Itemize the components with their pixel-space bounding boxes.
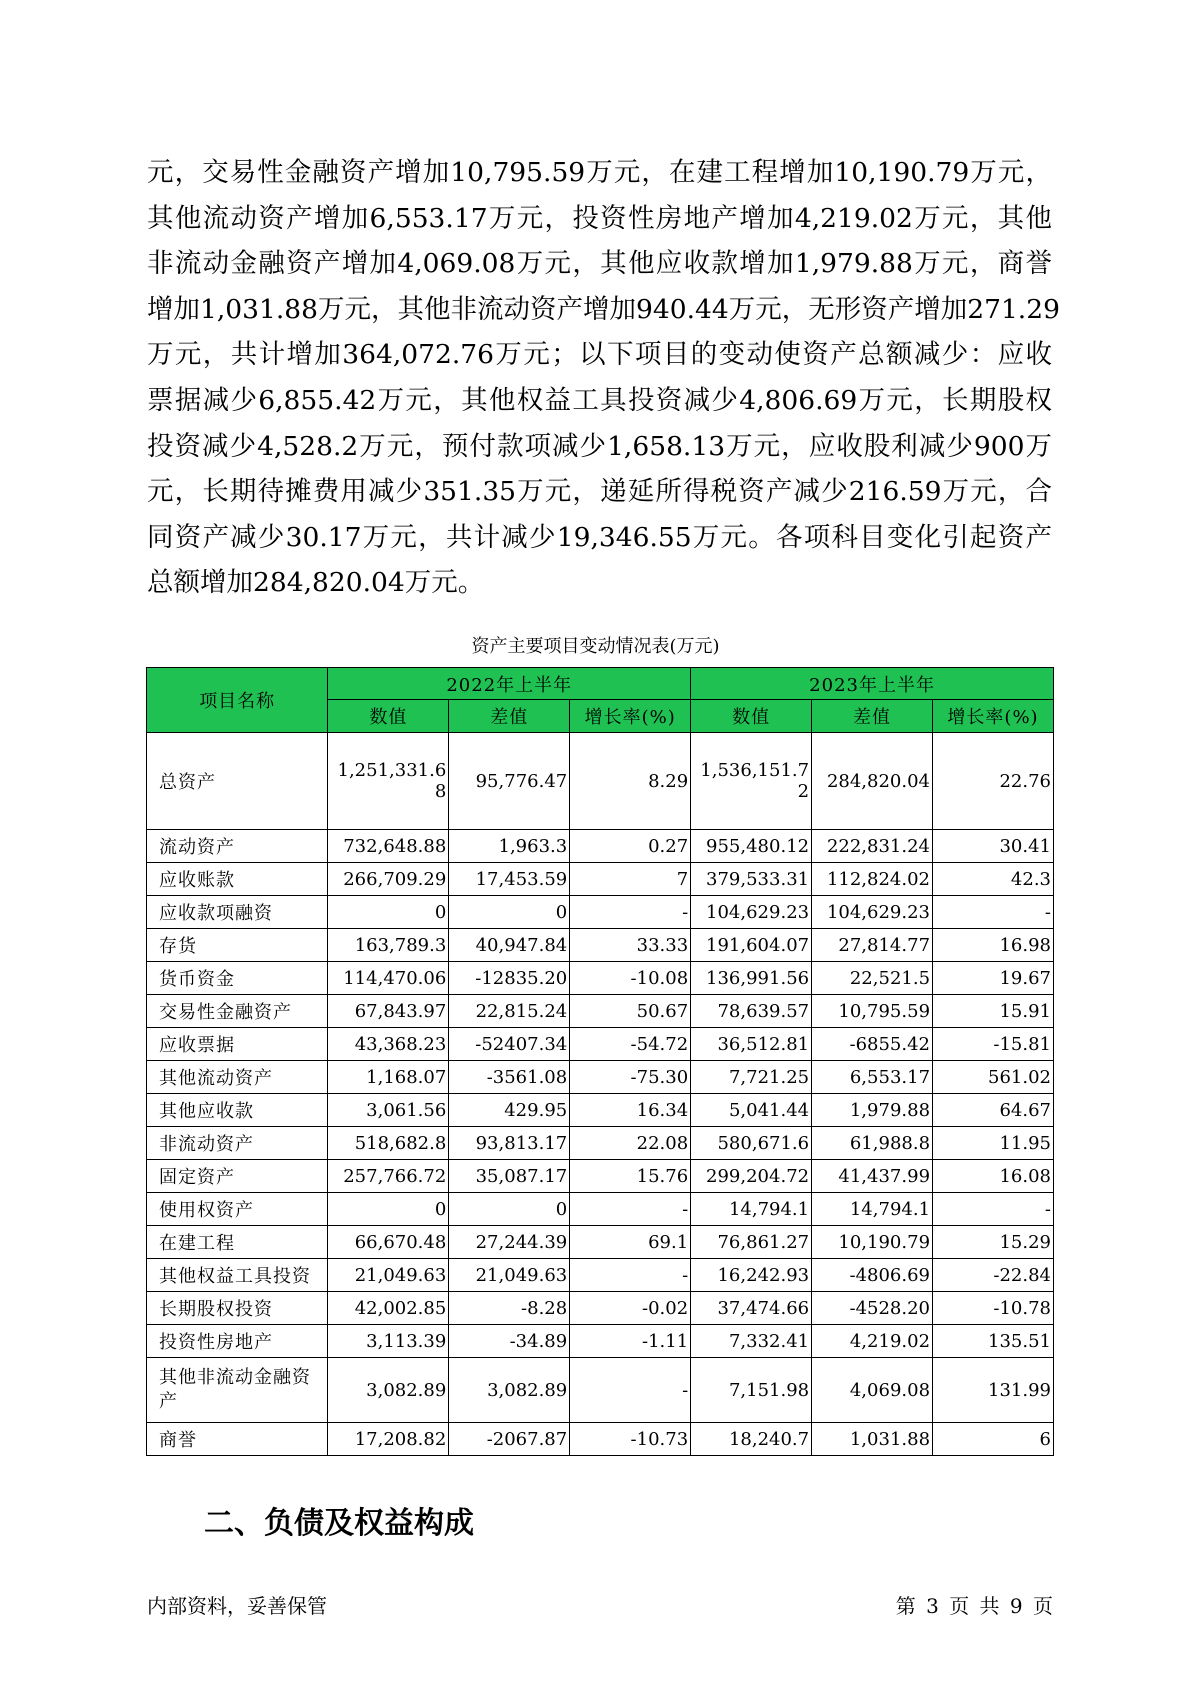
table-row (147, 1325, 1054, 1358)
cell-growth-2022: -10.08 (570, 962, 691, 995)
cell-value-2023: 5,041.44 (691, 1094, 812, 1127)
cell-value-2023: 955,480.12 (691, 830, 812, 863)
cell-diff-2022: 27,244.39 (449, 1226, 570, 1259)
cell-value-2023: 379,533.31 (691, 863, 812, 896)
table-row (147, 1193, 1054, 1226)
cell-value-2023: 104,629.23 (691, 896, 812, 929)
cell-growth-2022: 0.27 (570, 830, 691, 863)
table-row (147, 830, 1054, 863)
table-row (147, 1259, 1054, 1292)
cell-diff-2023: 6,553.17 (812, 1061, 933, 1094)
cell-value-2023: 76,861.27 (691, 1226, 812, 1259)
table-row (147, 995, 1054, 1028)
paragraph-line: 总额增加284,820.04万元。 (147, 567, 485, 599)
row-item-name: 总资产 (147, 733, 328, 830)
table-row (147, 1226, 1054, 1259)
row-item-name: 交易性金融资产 (147, 995, 328, 1028)
header-diff-2023: 差值 (812, 700, 933, 733)
cell-diff-2022: 429.95 (449, 1094, 570, 1127)
row-item-name: 固定资产 (147, 1160, 328, 1193)
row-item-name: 其他非流动金融资产 (147, 1358, 328, 1423)
table-row (147, 1061, 1054, 1094)
table-row (147, 1160, 1054, 1193)
cell-value-2023: 14,794.1 (691, 1193, 812, 1226)
cell-growth-2023: -15.81 (933, 1028, 1054, 1061)
cell-growth-2022: 7 (570, 863, 691, 896)
table-row (147, 1292, 1054, 1325)
header-period-2022: 2022年上半年 (328, 668, 691, 700)
cell-diff-2022: 3,082.89 (449, 1358, 570, 1423)
cell-value-2023: 7,721.25 (691, 1061, 812, 1094)
paragraph-line: 投资减少4,528.2万元，预付款项减少1,658.13万元，应收股利减少900万 (147, 430, 1052, 462)
paragraph-line: 其他流动资产增加6,553.17万元，投资性房地产增加4,219.02万元，其他 (147, 202, 1052, 234)
cell-growth-2022: - (570, 1358, 691, 1423)
cell-growth-2022: -10.73 (570, 1423, 691, 1456)
cell-growth-2022: -75.30 (570, 1061, 691, 1094)
cell-value-2022: 266,709.29 (328, 863, 449, 896)
cell-growth-2023: - (933, 1193, 1054, 1226)
cell-growth-2023: 561.02 (933, 1061, 1054, 1094)
header-growth-2023: 增长率(%) (933, 700, 1054, 733)
cell-growth-2022: -54.72 (570, 1028, 691, 1061)
cell-diff-2023: 4,069.08 (812, 1358, 933, 1423)
cell-growth-2023: 42.3 (933, 863, 1054, 896)
table-row (147, 1028, 1054, 1061)
table-row (147, 929, 1054, 962)
cell-value-2022: 732,648.88 (328, 830, 449, 863)
cell-growth-2023: -22.84 (933, 1259, 1054, 1292)
cell-diff-2023: 41,437.99 (812, 1160, 933, 1193)
cell-diff-2023: 104,629.23 (812, 896, 933, 929)
cell-diff-2023: -4806.69 (812, 1259, 933, 1292)
cell-growth-2023: 15.91 (933, 995, 1054, 1028)
cell-diff-2023: -4528.20 (812, 1292, 933, 1325)
cell-diff-2022: 21,049.63 (449, 1259, 570, 1292)
cell-value-2022: 114,470.06 (328, 962, 449, 995)
cell-value-2023: 37,474.66 (691, 1292, 812, 1325)
paragraph-line: 增加1,031.88万元，其他非流动资产增加940.44万元，无形资产增加271.29 (147, 293, 1060, 325)
cell-value-2023: 191,604.07 (691, 929, 812, 962)
cell-diff-2022: -8.28 (449, 1292, 570, 1325)
row-item-name: 在建工程 (147, 1226, 328, 1259)
cell-value-2022: 3,113.39 (328, 1325, 449, 1358)
cell-diff-2022: -12835.20 (449, 962, 570, 995)
cell-growth-2022: 8.29 (570, 733, 691, 830)
row-item-name: 其他流动资产 (147, 1061, 328, 1094)
cell-value-2023: 36,512.81 (691, 1028, 812, 1061)
footer-page-number: 第 3 页 共 9 页 (895, 1594, 1053, 1618)
cell-diff-2022: 17,453.59 (449, 863, 570, 896)
cell-growth-2023: 131.99 (933, 1358, 1054, 1423)
cell-value-2022: 257,766.72 (328, 1160, 449, 1193)
assets-change-table (146, 667, 1054, 1456)
cell-value-2023: 18,240.7 (691, 1423, 812, 1456)
cell-growth-2023: 135.51 (933, 1325, 1054, 1358)
header-value-2022: 数值 (328, 700, 449, 733)
cell-growth-2022: 69.1 (570, 1226, 691, 1259)
cell-growth-2023: 16.08 (933, 1160, 1054, 1193)
cell-diff-2023: 1,031.88 (812, 1423, 933, 1456)
cell-diff-2022: 93,813.17 (449, 1127, 570, 1160)
table-row (147, 896, 1054, 929)
cell-value-2023: 7,151.98 (691, 1358, 812, 1423)
cell-value-2022: 0 (328, 1193, 449, 1226)
header-growth-2022: 增长率(%) (570, 700, 691, 733)
table-row (147, 1127, 1054, 1160)
cell-diff-2023: 22,521.5 (812, 962, 933, 995)
header-period-2023: 2023年上半年 (691, 668, 1054, 700)
cell-diff-2022: 0 (449, 896, 570, 929)
row-item-name: 流动资产 (147, 830, 328, 863)
header-item-name: 项目名称 (147, 668, 328, 733)
cell-growth-2023: 16.98 (933, 929, 1054, 962)
cell-growth-2022: - (570, 896, 691, 929)
body-paragraph (147, 150, 1060, 606)
row-item-name: 使用权资产 (147, 1193, 328, 1226)
cell-diff-2023: 27,814.77 (812, 929, 933, 962)
row-item-name: 非流动资产 (147, 1127, 328, 1160)
cell-growth-2022: 16.34 (570, 1094, 691, 1127)
row-item-name: 其他应收款 (147, 1094, 328, 1127)
cell-diff-2022: -34.89 (449, 1325, 570, 1358)
row-item-name: 应收账款 (147, 863, 328, 896)
table-row (147, 1423, 1054, 1456)
cell-value-2023: 16,242.93 (691, 1259, 812, 1292)
cell-value-2022: 21,049.63 (328, 1259, 449, 1292)
table-row (147, 863, 1054, 896)
cell-growth-2023: - (933, 896, 1054, 929)
cell-growth-2022: 15.76 (570, 1160, 691, 1193)
cell-diff-2023: 10,795.59 (812, 995, 933, 1028)
cell-value-2022: 3,061.56 (328, 1094, 449, 1127)
paragraph-line: 元，长期待摊费用减少351.35万元，递延所得税资产减少216.59万元，合 (147, 476, 1052, 508)
cell-diff-2023: -6855.42 (812, 1028, 933, 1061)
cell-diff-2022: 1,963.3 (449, 830, 570, 863)
cell-value-2022: 0 (328, 896, 449, 929)
cell-diff-2023: 222,831.24 (812, 830, 933, 863)
header-diff-2022: 差值 (449, 700, 570, 733)
cell-growth-2023: 11.95 (933, 1127, 1054, 1160)
cell-growth-2022: 22.08 (570, 1127, 691, 1160)
cell-diff-2023: 14,794.1 (812, 1193, 933, 1226)
cell-value-2022: 43,368.23 (328, 1028, 449, 1061)
cell-growth-2022: -0.02 (570, 1292, 691, 1325)
cell-diff-2022: 95,776.47 (449, 733, 570, 830)
table-caption: 资产主要项目变动情况表(万元) (471, 636, 720, 657)
cell-diff-2022: -52407.34 (449, 1028, 570, 1061)
table-row (147, 962, 1054, 995)
paragraph-line: 万元，共计增加364,072.76万元；以下项目的变动使资产总额减少：应收 (147, 339, 1052, 371)
cell-diff-2023: 1,979.88 (812, 1094, 933, 1127)
cell-growth-2022: 33.33 (570, 929, 691, 962)
cell-growth-2023: -10.78 (933, 1292, 1054, 1325)
cell-value-2023: 78,639.57 (691, 995, 812, 1028)
cell-growth-2023: 64.67 (933, 1094, 1054, 1127)
row-item-name: 应收票据 (147, 1028, 328, 1061)
row-item-name: 货币资金 (147, 962, 328, 995)
cell-growth-2023: 22.76 (933, 733, 1054, 830)
cell-value-2023: 136,991.56 (691, 962, 812, 995)
paragraph-line: 非流动金融资产增加4,069.08万元，其他应收款增加1,979.88万元，商誉 (147, 248, 1052, 280)
cell-value-2022: 1,168.07 (328, 1061, 449, 1094)
cell-diff-2023: 61,988.8 (812, 1127, 933, 1160)
cell-growth-2023: 19.67 (933, 962, 1054, 995)
cell-growth-2022: - (570, 1193, 691, 1226)
cell-value-2022: 3,082.89 (328, 1358, 449, 1423)
cell-diff-2022: 22,815.24 (449, 995, 570, 1028)
cell-diff-2023: 284,820.04 (812, 733, 933, 830)
cell-growth-2023: 15.29 (933, 1226, 1054, 1259)
row-item-name: 应收款项融资 (147, 896, 328, 929)
cell-value-2023: 299,204.72 (691, 1160, 812, 1193)
paragraph-line: 同资产减少30.17万元，共计减少19,346.55万元。各项科目变化引起资产 (147, 521, 1052, 553)
cell-diff-2022: -3561.08 (449, 1061, 570, 1094)
cell-diff-2022: 35,087.17 (449, 1160, 570, 1193)
table-row (147, 1094, 1054, 1127)
cell-value-2022: 67,843.97 (328, 995, 449, 1028)
cell-value-2023: 7,332.41 (691, 1325, 812, 1358)
row-item-name: 存货 (147, 929, 328, 962)
cell-value-2022: 1,251,331.68 (328, 733, 449, 830)
cell-value-2022: 17,208.82 (328, 1423, 449, 1456)
cell-growth-2023: 6 (933, 1423, 1054, 1456)
row-item-name: 投资性房地产 (147, 1325, 328, 1358)
cell-value-2023: 1,536,151.72 (691, 733, 812, 830)
cell-value-2023: 580,671.6 (691, 1127, 812, 1160)
cell-diff-2023: 112,824.02 (812, 863, 933, 896)
paragraph-line: 票据减少6,855.42万元，其他权益工具投资减少4,806.69万元，长期股权 (147, 384, 1052, 416)
header-value-2023: 数值 (691, 700, 812, 733)
cell-diff-2022: 40,947.84 (449, 929, 570, 962)
paragraph-line: 元，交易性金融资产增加10,795.59万元，在建工程增加10,190.79万元， (147, 157, 1052, 188)
cell-diff-2022: 0 (449, 1193, 570, 1226)
row-item-name: 商誉 (147, 1423, 328, 1456)
cell-value-2022: 163,789.3 (328, 929, 449, 962)
row-item-name: 长期股权投资 (147, 1292, 328, 1325)
row-item-name: 其他权益工具投资 (147, 1259, 328, 1292)
cell-diff-2023: 4,219.02 (812, 1325, 933, 1358)
section-heading: 二、负债及权益构成 (204, 1506, 474, 1541)
table-row (147, 733, 1054, 830)
cell-diff-2022: -2067.87 (449, 1423, 570, 1456)
cell-growth-2023: 30.41 (933, 830, 1054, 863)
cell-value-2022: 518,682.8 (328, 1127, 449, 1160)
cell-growth-2022: -1.11 (570, 1325, 691, 1358)
cell-value-2022: 66,670.48 (328, 1226, 449, 1259)
cell-growth-2022: - (570, 1259, 691, 1292)
cell-diff-2023: 10,190.79 (812, 1226, 933, 1259)
cell-value-2022: 42,002.85 (328, 1292, 449, 1325)
cell-growth-2022: 50.67 (570, 995, 691, 1028)
footer-confidential-note: 内部资料，妥善保管 (147, 1594, 327, 1618)
table-row (147, 1358, 1054, 1423)
